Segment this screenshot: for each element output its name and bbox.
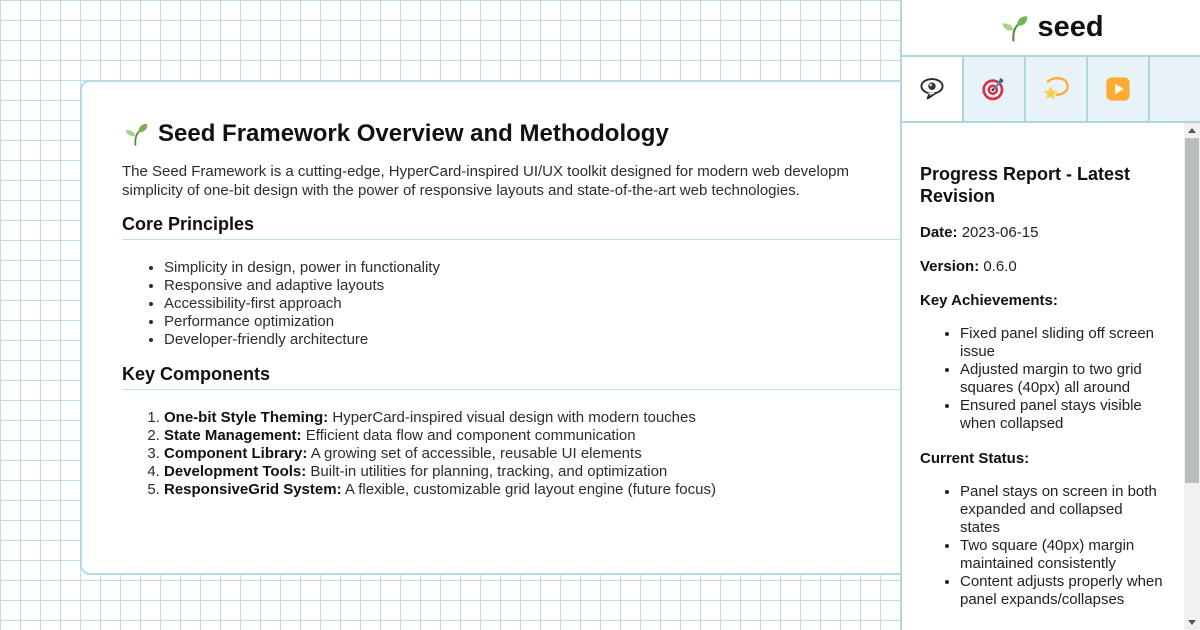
list-item: • Ensured panel stays visible when collapsed (960, 397, 1166, 433)
list-item: • Fixed panel sliding off screen issue (960, 325, 1166, 361)
page-title-text: Seed Framework Overview and Methodology (158, 120, 669, 147)
date-value: 2023-06-15 (961, 224, 1039, 241)
panel-scrollbar[interactable] (1184, 123, 1200, 630)
status-list (920, 483, 1166, 609)
status-heading: Current Status: (920, 450, 1030, 467)
section-heading-key-components: Key Components (122, 363, 1078, 390)
version-value: 0.6.0 (983, 258, 1017, 275)
tab-highlights[interactable] (1026, 57, 1088, 121)
intro-line: simplicity of one-bit design with the power of responsive layouts and state-of-the-art web technologies. (122, 181, 800, 199)
arrow-up-icon (1188, 128, 1196, 133)
list-item: • Simplicity in design, power in functionality (164, 259, 1078, 277)
component-desc: Efficient data flow and component communication (305, 427, 636, 444)
seedling-icon (998, 13, 1028, 43)
version-label: Version: (920, 258, 980, 275)
scroll-thumb[interactable] (1185, 138, 1199, 483)
achievements-heading: Key Achievements: (920, 292, 1058, 309)
component-desc: HyperCard-inspired visual design with modern touches (332, 409, 696, 426)
list-item: • Adjusted margin to two grid squares (40px) all around (960, 361, 1166, 397)
list-item: • Panel stays on screen in both expanded and collapsed states (960, 483, 1166, 537)
eye-in-speech-bubble-icon (918, 75, 946, 103)
list-item: • Content adjusts properly when panel expands/collapses (960, 573, 1166, 609)
component-label: ResponsiveGrid System: (164, 481, 342, 498)
arrow-down-icon (1188, 620, 1196, 625)
report-title: Progress Report - Latest Revision (920, 164, 1131, 206)
panel-content (902, 123, 1184, 630)
achievements-list (920, 325, 1166, 433)
play-button-icon (1104, 75, 1132, 103)
tabbar-filler (1150, 57, 1200, 121)
report-date (920, 224, 1166, 241)
target-with-dart-icon (980, 75, 1008, 103)
list-item: • Performance optimization (164, 313, 1078, 331)
component-label: Component Library: (164, 445, 308, 462)
tab-view[interactable] (902, 57, 964, 121)
panel-tabbar (902, 57, 1200, 123)
intro-line: The Seed Framework is a cutting-edge, HyperCard-inspired UI/UX toolkit designed for modern web developm (122, 163, 850, 180)
panel-header (902, 0, 1200, 57)
brand-title: seed (1037, 11, 1104, 43)
date-label: Date: (920, 224, 958, 241)
scroll-up-button[interactable] (1184, 123, 1200, 138)
component-label: One-bit Style Theming: (164, 409, 329, 426)
component-label: State Management: (164, 427, 302, 444)
section-heading-core-principles: Core Principles (122, 213, 1078, 240)
list-item: • Accessibility-first approach (164, 295, 1078, 313)
tab-play[interactable] (1088, 57, 1150, 121)
scroll-down-button[interactable] (1184, 615, 1200, 630)
side-panel (900, 0, 1200, 630)
component-label: Development Tools: (164, 463, 307, 480)
seedling-icon (122, 121, 148, 147)
dizzy-star-icon (1042, 75, 1070, 103)
component-desc: A flexible, customizable grid layout engine (future focus) (344, 481, 716, 498)
report-version (920, 258, 1166, 275)
tab-goals[interactable] (964, 57, 1026, 121)
component-desc: A growing set of accessible, reusable UI elements (310, 445, 642, 462)
list-item: • Responsive and adaptive layouts (164, 277, 1078, 295)
list-item: • Two square (40px) margin maintained consistently (960, 537, 1166, 573)
component-desc: Built-in utilities for planning, tracking, and optimization (310, 463, 668, 480)
list-item: • Developer-friendly architecture (164, 331, 1078, 349)
